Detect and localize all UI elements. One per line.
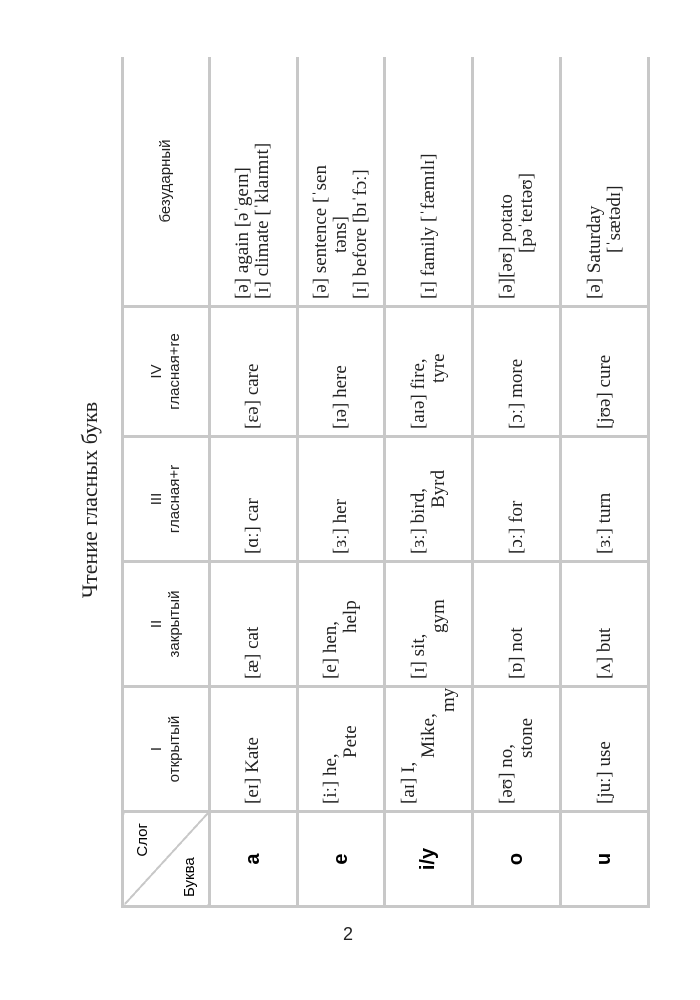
table-cell: [iː] he, Pete	[297, 687, 385, 812]
corner-letter-label: Буква	[180, 857, 198, 897]
table-cell: [ə] Saturday [ˈsætədɪ]	[561, 57, 649, 307]
row-letter: u	[561, 812, 649, 907]
table-cell: [ɔː] more	[473, 307, 561, 437]
table-cell: [ɪə] here	[297, 307, 385, 437]
corner-cell	[123, 812, 210, 907]
table-cell: [jʊə] cure	[561, 307, 649, 437]
table-cell: [ʌ] but	[561, 562, 649, 687]
table-row	[385, 57, 473, 907]
table-row	[561, 57, 649, 907]
row-letter: e	[297, 812, 385, 907]
table-row	[473, 57, 561, 907]
table-row	[209, 57, 297, 907]
table-cell: [ɪ] sit, gym	[385, 562, 473, 687]
column-header-open: I открытый	[123, 687, 210, 812]
vowel-reading-table	[121, 57, 650, 908]
column-header-vowel-re: IV гласная+re	[123, 307, 210, 437]
table-cell: [aɪə] fire, tyre	[385, 307, 473, 437]
table-cell: [əʊ] no, stone	[473, 687, 561, 812]
table-cell: [ə] again [əˈgeɪn] [ɪ] climate [ˈklaɪmɪt]	[209, 57, 297, 307]
page-title: Чтение гласных букв	[77, 401, 102, 599]
table-cell: [aɪ] I, Mike, my	[385, 687, 473, 812]
table-cell: [eɪ] Kate	[209, 687, 297, 812]
table-cell: [æ] cat	[209, 562, 297, 687]
table-row	[297, 57, 385, 907]
table-cell: [ɛə] care	[209, 307, 297, 437]
row-letter: o	[473, 812, 561, 907]
vowel-reading-table-container	[121, 57, 650, 908]
table-cell: [ɔː] for	[473, 437, 561, 562]
table-cell: [ɜː] turn	[561, 437, 649, 562]
header-row	[123, 57, 210, 907]
column-header-closed: II закрытый	[123, 562, 210, 687]
rotated-table	[121, 57, 650, 908]
row-letter: i/y	[385, 812, 473, 907]
column-header-unstressed: безударный	[123, 57, 210, 307]
column-header-vowel-r: III гласная+r	[123, 437, 210, 562]
page-number: 2	[343, 924, 354, 944]
table-cell: [ɜː] bird, Byrd	[385, 437, 473, 562]
table-cell: [juː] use	[561, 687, 649, 812]
corner-syllable-label: Слог	[134, 823, 151, 857]
row-letter: a	[209, 812, 297, 907]
table-cell: [e] hen, help	[297, 562, 385, 687]
table-cell: [ɑː] car	[209, 437, 297, 562]
table-cell: [ə] sentence [ˈsen təns] [ɪ] before [bɪˈfɔː]	[297, 57, 385, 307]
table-cell: [ɒ] not	[473, 562, 561, 687]
table-cell: [ɜː] her	[297, 437, 385, 562]
table-cell: [ɪ] family [ˈfæmɪlɪ]	[385, 57, 473, 307]
table-cell: [ə][əʊ] potato [pəˈteɪtəʊ]	[473, 57, 561, 307]
